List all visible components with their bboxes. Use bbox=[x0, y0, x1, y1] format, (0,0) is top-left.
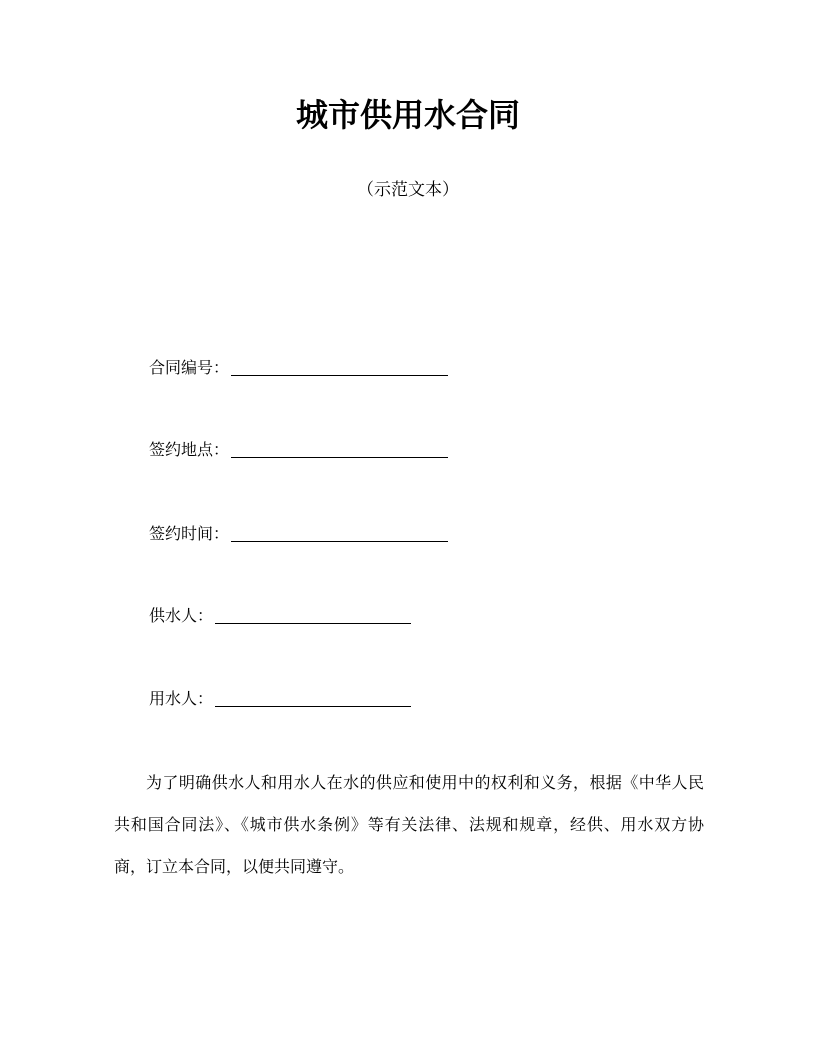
field-row-signing-place bbox=[149, 440, 448, 460]
signing-time-label: 签约时间： bbox=[149, 524, 230, 543]
water-user-label: 用水人： bbox=[149, 689, 214, 708]
water-supplier-label: 供水人： bbox=[149, 606, 214, 625]
signing-place-blank bbox=[231, 441, 448, 458]
field-row-signing-time bbox=[149, 524, 448, 544]
document-subtitle: （示范文本） bbox=[357, 180, 459, 200]
water-supplier-blank bbox=[215, 607, 411, 624]
water-user-blank bbox=[215, 690, 411, 707]
signing-time-blank bbox=[231, 525, 448, 542]
contract-number-label: 合同编号： bbox=[149, 358, 230, 377]
contract-number-blank bbox=[231, 359, 448, 376]
document-title: 城市供用水合同 bbox=[295, 96, 520, 134]
field-row-contract-number bbox=[149, 358, 448, 378]
field-row-water-user bbox=[149, 689, 411, 709]
intro-paragraph: 为了明确供水人和用水人在水的供应和使用中的权利和义务，根据《中华人民共和国合同法》、《城市供水条例》等有关法律、法规和规章，经供、用水双方协商，订立本合同，以便共同遵守。 bbox=[114, 773, 704, 876]
signing-place-label: 签约地点： bbox=[149, 440, 230, 459]
field-row-water-supplier bbox=[149, 606, 411, 626]
